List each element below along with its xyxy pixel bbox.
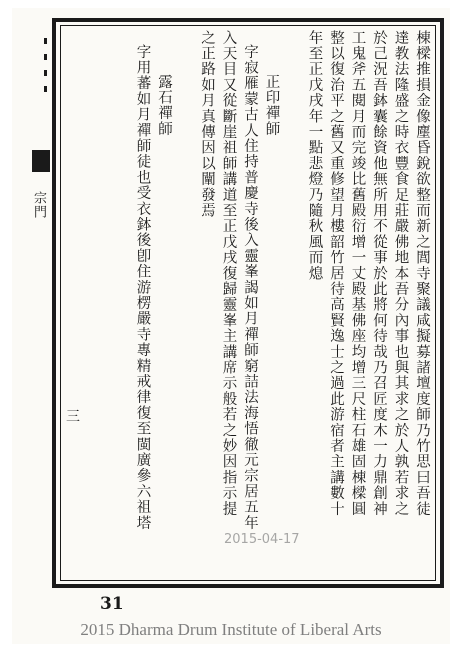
text-column [174, 30, 196, 575]
text-column: 達教法隆盛之時衣豐食足莊嚴佛地本吾分內事也與其求之於人孰若求之 [392, 30, 409, 517]
book-page [12, 8, 450, 644]
text-column: 棟樑推損金像塵昏銳欲整而新之閭寺聚議咸擬募諸壇度師乃竹思曰吾徒 [414, 30, 430, 517]
running-head: 宗門 [31, 191, 46, 219]
text-column: 工鬼斧五閱月而完竣比舊殿衍增一丈殿基佛座均增三尺柱石雄固棟樑圓 [349, 30, 366, 517]
text-column: 字用蕃如月禪師徒也受衣鉢後卽住游楞嚴寺專精戒律復至閩廣參六祖塔 [134, 44, 151, 531]
text-column [282, 30, 304, 575]
gutter-tick [44, 38, 47, 44]
watermark-text: 2015 Dharma Drum Institute of Liberal Arts [80, 620, 382, 639]
text-column: 年至正戊戌年一點悲燈乃隨秋風而熄 [306, 30, 323, 282]
page-number: 31 [100, 594, 124, 614]
fishtail-mark [32, 150, 50, 172]
text-column: 字寂雁蒙古人住持普慶寺後入靈峯謁如月禪師窮詰法海悟徹元宗居五年 [242, 44, 258, 531]
date-stamp: 2015-04-17 [224, 532, 300, 547]
vertical-text-block [76, 30, 432, 575]
gutter-tick [44, 70, 47, 76]
section-heading: 露石禪師 [156, 74, 172, 137]
gutter-tick [44, 54, 47, 60]
text-column: 入天目又從斷崖祖師講道至正戊戌復歸靈峯主講席示般若之妙因指示提 [220, 30, 237, 517]
side-page-mark: 三 [66, 409, 80, 425]
text-column: 之正路如月真傳因以闡發焉 [199, 30, 215, 219]
section-heading: 正印禪師 [263, 74, 280, 137]
text-column: 於己況吾鉢囊餘資他無所用不從事於此將何待哉乃召匠度木一力鼎創神 [371, 30, 387, 517]
text-column: 整以復治平之舊又重修望月樓韶竹居待高賢逸士之過此游宿者主講數十 [328, 30, 344, 517]
gutter-tick [44, 86, 47, 92]
